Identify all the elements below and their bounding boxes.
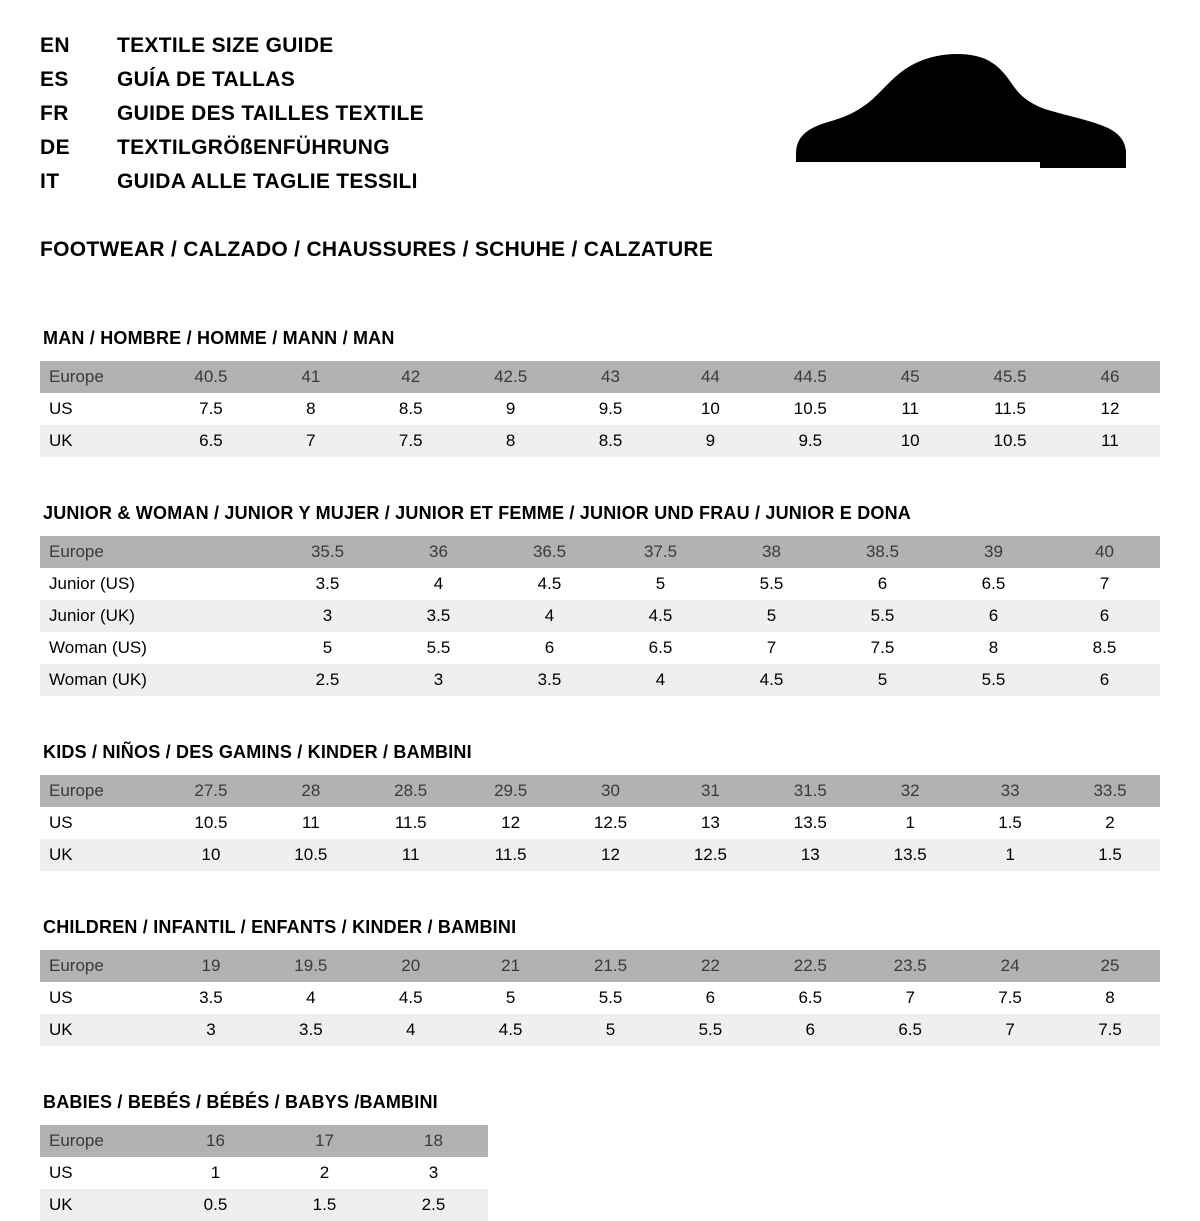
table-row (40, 807, 1160, 839)
shoe-illustration-wrap (780, 34, 1160, 170)
cell: 23.5 (860, 950, 960, 982)
cell: 3 (383, 664, 494, 696)
cell: 7.5 (827, 632, 938, 664)
cell: 45 (860, 361, 960, 393)
cell: 1.5 (960, 807, 1060, 839)
cell: 21.5 (561, 950, 661, 982)
cell: 3.5 (494, 664, 605, 696)
row-label: Europe (40, 950, 161, 982)
cell: 4 (361, 1014, 461, 1046)
cell: 11.5 (461, 839, 561, 871)
cell: 8.5 (561, 425, 661, 457)
section-title-babies: BABIES / BEBÉS / BÉBÉS / BABYS /BAMBINI (43, 1092, 438, 1112)
cell: 5 (605, 568, 716, 600)
cell: 3 (161, 1014, 261, 1046)
row-label: Woman (US) (40, 632, 161, 664)
cell: 4.5 (361, 982, 461, 1014)
cell: 5.5 (827, 600, 938, 632)
cell: 6.5 (161, 425, 261, 457)
cell: 13.5 (860, 839, 960, 871)
cell: 5.5 (561, 982, 661, 1014)
cell (161, 600, 272, 632)
cell: 11 (1060, 425, 1160, 457)
row-label: UK (40, 1189, 161, 1221)
cell: 7 (261, 425, 361, 457)
cell: 3.5 (161, 982, 261, 1014)
cell: 1 (960, 839, 1060, 871)
cell: 1 (161, 1157, 270, 1189)
row-label: Woman (UK) (40, 664, 161, 696)
cell: 4 (261, 982, 361, 1014)
section-babies (40, 1092, 1160, 1221)
language-title-en: TEXTILE SIZE GUIDE (117, 34, 334, 57)
table-row (40, 664, 1160, 696)
table-row (40, 632, 1160, 664)
table-row (40, 1189, 488, 1221)
cell: 2 (270, 1157, 379, 1189)
cell: 4.5 (494, 568, 605, 600)
cell: 5 (561, 1014, 661, 1046)
cell: 5 (716, 600, 827, 632)
row-label: Junior (US) (40, 568, 161, 600)
cell: 5 (272, 632, 383, 664)
cell: 6 (827, 568, 938, 600)
cell: 44 (660, 361, 760, 393)
cell: 3.5 (272, 568, 383, 600)
cell: 38.5 (827, 536, 938, 568)
cell: 13 (760, 839, 860, 871)
cell: 24 (960, 950, 1060, 982)
cell: 6.5 (860, 1014, 960, 1046)
row-label: US (40, 1157, 161, 1189)
cell: 10.5 (261, 839, 361, 871)
cell: 8 (261, 393, 361, 425)
cell: 43 (561, 361, 661, 393)
row-label: UK (40, 425, 161, 457)
section-title-kids: KIDS / NIÑOS / DES GAMINS / KINDER / BAMBINI (43, 742, 472, 762)
cell: 10.5 (960, 425, 1060, 457)
cell: 11 (860, 393, 960, 425)
table-row (40, 839, 1160, 871)
cell (161, 568, 272, 600)
cell: 32 (860, 775, 960, 807)
table-row (40, 950, 1160, 982)
language-code-de: DE (40, 136, 70, 159)
table-row (40, 600, 1160, 632)
table-row (40, 775, 1160, 807)
cell: 9.5 (760, 425, 860, 457)
header-text-block (40, 34, 424, 204)
cell: 6 (660, 982, 760, 1014)
cell: 36 (383, 536, 494, 568)
cell: 6 (760, 1014, 860, 1046)
cell: 9 (660, 425, 760, 457)
cell: 12.5 (561, 807, 661, 839)
language-row-fr (40, 102, 424, 136)
cell: 7 (1049, 568, 1160, 600)
cell: 10.5 (760, 393, 860, 425)
row-label: Europe (40, 361, 161, 393)
language-row-de (40, 136, 424, 170)
cell: 36.5 (494, 536, 605, 568)
cell: 6 (938, 600, 1049, 632)
language-code-it: IT (40, 170, 60, 193)
cell: 28.5 (361, 775, 461, 807)
table-row (40, 982, 1160, 1014)
table-row (40, 393, 1160, 425)
cell: 35.5 (272, 536, 383, 568)
section-kids (40, 742, 1160, 871)
cell: 11 (261, 807, 361, 839)
cell: 10 (660, 393, 760, 425)
cell: 17 (270, 1125, 379, 1157)
cell: 5 (827, 664, 938, 696)
cell: 33 (960, 775, 1060, 807)
row-label: US (40, 807, 161, 839)
cell: 16 (161, 1125, 270, 1157)
cell: 9 (461, 393, 561, 425)
cell: 1 (860, 807, 960, 839)
cell: 4.5 (716, 664, 827, 696)
section-junior-woman (40, 503, 1160, 696)
section-title-junior-woman: JUNIOR & WOMAN / JUNIOR Y MUJER / JUNIOR ET FEMME / JUNIOR UND FRAU / JUNIOR E DONA (43, 503, 912, 523)
cell: 1.5 (1060, 839, 1160, 871)
row-label: Europe (40, 775, 161, 807)
cell: 8 (1060, 982, 1160, 1014)
cell: 6 (1049, 664, 1160, 696)
cell: 4 (605, 664, 716, 696)
cell: 7.5 (361, 425, 461, 457)
cell: 38 (716, 536, 827, 568)
cell: 5.5 (716, 568, 827, 600)
cell: 10 (161, 839, 261, 871)
cell (161, 632, 272, 664)
cell: 6.5 (760, 982, 860, 1014)
cell: 8 (461, 425, 561, 457)
cell: 40 (1049, 536, 1160, 568)
language-list (40, 34, 424, 204)
cell: 7 (716, 632, 827, 664)
row-label: US (40, 982, 161, 1014)
cell: 4 (383, 568, 494, 600)
cell: 19 (161, 950, 261, 982)
cell: 40.5 (161, 361, 261, 393)
cell: 20 (361, 950, 461, 982)
cell: 4.5 (605, 600, 716, 632)
cell: 7.5 (960, 982, 1060, 1014)
dress-shoe-icon (790, 50, 1130, 170)
cell: 11 (361, 839, 461, 871)
cell: 2.5 (272, 664, 383, 696)
cell: 5.5 (660, 1014, 760, 1046)
language-title-fr: GUIDE DES TAILLES TEXTILE (117, 102, 424, 125)
cell (161, 536, 272, 568)
language-row-it (40, 170, 424, 204)
cell: 6.5 (938, 568, 1049, 600)
cell: 5 (461, 982, 561, 1014)
row-label: Europe (40, 1125, 161, 1157)
language-code-es: ES (40, 68, 69, 91)
cell: 11.5 (960, 393, 1060, 425)
cell: 12 (561, 839, 661, 871)
cell: 8.5 (1049, 632, 1160, 664)
table-row (40, 361, 1160, 393)
cell: 7 (860, 982, 960, 1014)
cell: 2 (1060, 807, 1160, 839)
table-row (40, 425, 1160, 457)
language-code-en: EN (40, 34, 70, 57)
cell: 28 (261, 775, 361, 807)
cell: 29.5 (461, 775, 561, 807)
cell: 42 (361, 361, 461, 393)
cell: 3.5 (261, 1014, 361, 1046)
cell: 4 (494, 600, 605, 632)
table-row (40, 1125, 488, 1157)
size-table-kids (40, 775, 1160, 871)
category-title: FOOTWEAR / CALZADO / CHAUSSURES / SCHUHE / CALZATURE (40, 238, 714, 261)
language-title-de: TEXTILGRÖßENFÜHRUNG (117, 136, 390, 159)
cell: 39 (938, 536, 1049, 568)
cell: 10.5 (161, 807, 261, 839)
language-row-en (40, 34, 424, 68)
cell: 46 (1060, 361, 1160, 393)
cell: 42.5 (461, 361, 561, 393)
cell: 12 (1060, 393, 1160, 425)
cell: 44.5 (760, 361, 860, 393)
table-row (40, 1157, 488, 1189)
section-title-man: MAN / HOMBRE / HOMME / MANN / MAN (43, 328, 395, 348)
section-children (40, 917, 1160, 1046)
cell: 12 (461, 807, 561, 839)
cell: 13 (660, 807, 760, 839)
size-table-babies (40, 1125, 488, 1221)
cell: 7.5 (1060, 1014, 1160, 1046)
cell: 22.5 (760, 950, 860, 982)
cell: 2.5 (379, 1189, 488, 1221)
cell: 12.5 (660, 839, 760, 871)
row-label: UK (40, 1014, 161, 1046)
cell: 18 (379, 1125, 488, 1157)
cell: 22 (660, 950, 760, 982)
language-title-it: GUIDA ALLE TAGLIE TESSILI (117, 170, 418, 193)
cell: 5.5 (383, 632, 494, 664)
cell: 3.5 (383, 600, 494, 632)
cell: 41 (261, 361, 361, 393)
cell: 10 (860, 425, 960, 457)
cell: 45.5 (960, 361, 1060, 393)
table-row (40, 536, 1160, 568)
cell: 9.5 (561, 393, 661, 425)
cell: 3 (272, 600, 383, 632)
language-title-es: GUÍA DE TALLAS (117, 68, 296, 91)
cell: 13.5 (760, 807, 860, 839)
cell: 7.5 (161, 393, 261, 425)
cell: 37.5 (605, 536, 716, 568)
size-table-junior-woman (40, 536, 1160, 696)
cell: 6 (494, 632, 605, 664)
cell: 0.5 (161, 1189, 270, 1221)
cell: 33.5 (1060, 775, 1160, 807)
cell: 4.5 (461, 1014, 561, 1046)
row-label: US (40, 393, 161, 425)
cell: 11.5 (361, 807, 461, 839)
cell: 8 (938, 632, 1049, 664)
cell (161, 664, 272, 696)
size-table-children (40, 950, 1160, 1046)
cell: 8.5 (361, 393, 461, 425)
cell: 25 (1060, 950, 1160, 982)
row-label: Europe (40, 536, 161, 568)
cell: 7 (960, 1014, 1060, 1046)
section-title-children: CHILDREN / INFANTIL / ENFANTS / KINDER / BAMBINI (43, 917, 517, 937)
row-label: Junior (UK) (40, 600, 161, 632)
cell: 30 (561, 775, 661, 807)
cell: 27.5 (161, 775, 261, 807)
section-man (40, 328, 1160, 457)
language-code-fr: FR (40, 102, 69, 125)
table-row (40, 1014, 1160, 1046)
row-label: UK (40, 839, 161, 871)
cell: 21 (461, 950, 561, 982)
table-row (40, 568, 1160, 600)
cell: 1.5 (270, 1189, 379, 1221)
cell: 31 (660, 775, 760, 807)
cell: 31.5 (760, 775, 860, 807)
cell: 6.5 (605, 632, 716, 664)
size-table-man (40, 361, 1160, 457)
cell: 19.5 (261, 950, 361, 982)
page-header (40, 34, 1160, 204)
cell: 3 (379, 1157, 488, 1189)
cell: 6 (1049, 600, 1160, 632)
language-row-es (40, 68, 424, 102)
cell: 5.5 (938, 664, 1049, 696)
